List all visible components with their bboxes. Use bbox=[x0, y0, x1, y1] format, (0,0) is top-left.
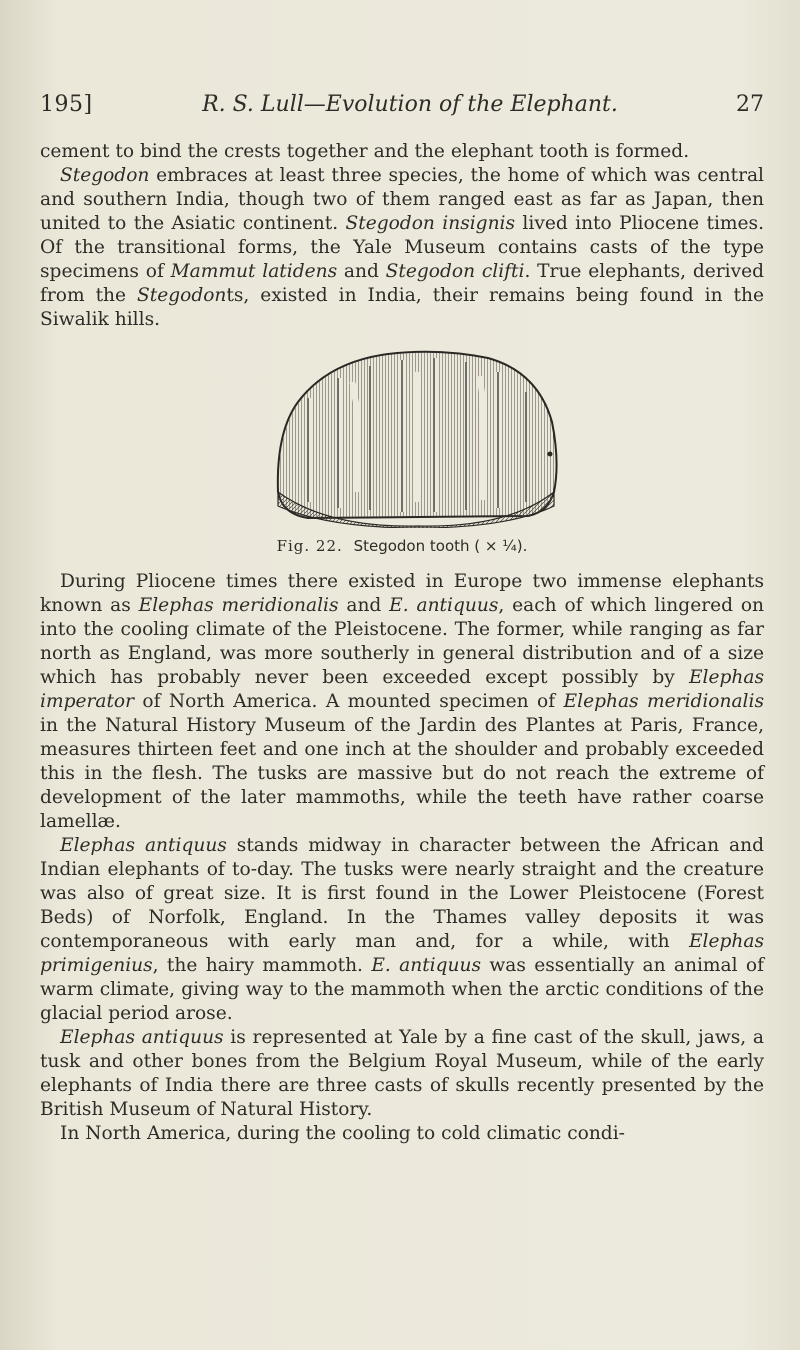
paragraph-1: cement to bind the crests together and the elephant tooth is formed. bbox=[40, 141, 690, 162]
figure-22 bbox=[40, 340, 764, 570]
figure-label: Fig. 22. bbox=[276, 537, 343, 555]
paragraph-6: In North America, during the cooling to cold climatic condi- bbox=[60, 1123, 625, 1144]
stegodon-tooth-illustration bbox=[268, 342, 564, 528]
page-number: 27 bbox=[736, 92, 764, 117]
header-year: 195] bbox=[40, 92, 93, 117]
running-head bbox=[40, 92, 764, 128]
figure-caption bbox=[40, 534, 764, 558]
article-body bbox=[40, 140, 764, 1146]
header-title: R. S. Lull—Evolution of the Elephant. bbox=[202, 92, 618, 117]
figure-caption-text: Stegodon tooth ( × ¼). bbox=[353, 537, 528, 555]
paragraph-3: During Pliocene times there existed in Europe two immense elephants known as Elephas meridionalis and E. antiquus, each of which lingered on into the cooling climate of the Pleistocene. The former, while ranging as far north as England, was more southerly in general distribution and of a size which has probably never been exceeded except possibly by Elephas imperator of North America. A mounted specimen of Elephas meridionalis in the Natural History Museum of the Jardin des Plantes at Paris, France, measures thirteen feet and one inch at the shoulder and probably exceeded this in the flesh. The tusks are massive but do not reach the extreme of development of the later mammoths, while the teeth have rather coarse lamellæ. bbox=[40, 571, 764, 832]
paragraph-2: Stegodon embraces at least three species, the home of which was central and southern India, though two of them ranged east as far as Japan, then united to the Asiatic continent. Stegodon insignis lived into Pliocene times. Of the transitional forms, the Yale Museum contains casts of the type specimens of Mammut latidens and Stegodon clifti. True elephants, derived from the Stegodonts, existed in India, their remains being found in the Siwalik hills. bbox=[40, 165, 764, 330]
paragraph-4: Elephas antiquus stands midway in character between the African and Indian elephants of to-day. The tusks were nearly straight and the creature was also of great size. It is first found in the Lower Pleistocene (Forest Beds) of Norfolk, England. In the Thames valley deposits it was contemporaneous with early man and, for a while, with Elephas primigenius, the hairy mammoth. E. antiquus was essentially an animal of warm climate, giving way to the mammoth when the arctic conditions of the glacial period arose. bbox=[40, 835, 765, 1024]
paragraph-5: Elephas antiquus is represented at Yale by a fine cast of the skull, jaws, a tusk and other bones from the Belgium Royal Museum, while of the early elephants of India there are three casts of skulls recently presented by the British Museum of Natural History. bbox=[40, 1027, 764, 1120]
